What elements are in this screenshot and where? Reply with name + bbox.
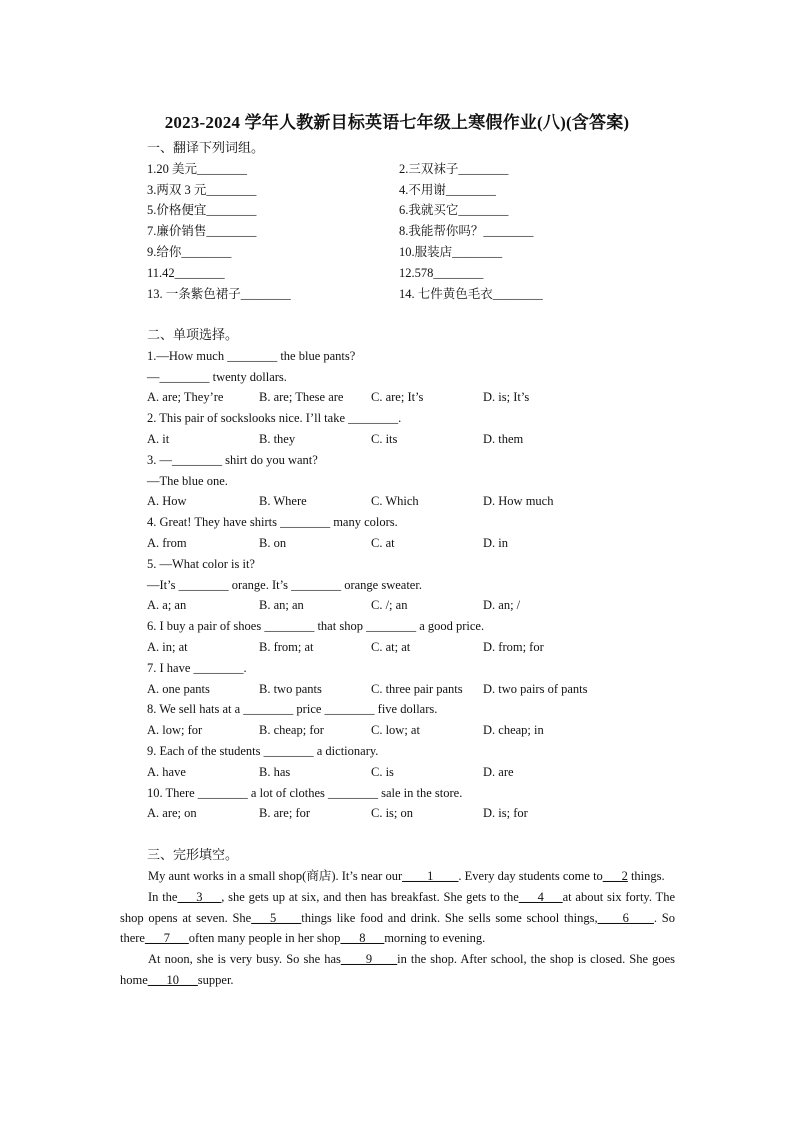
- question-item: [147, 512, 595, 554]
- question-item: [147, 699, 595, 741]
- question-item: [147, 783, 595, 825]
- blank-number[interactable]: ___8___: [340, 931, 385, 946]
- option-row: [147, 491, 595, 512]
- section-translate: [147, 138, 543, 304]
- question-stem: 3. —________ shirt do you want?: [147, 452, 318, 467]
- cloze-text: . Every day students come to: [458, 869, 603, 883]
- option-choice[interactable]: C. low; at: [371, 723, 420, 738]
- vocab-item: 11.42________: [147, 265, 225, 280]
- vocab-item: 3.两双 3 元________: [147, 182, 257, 197]
- question-item: [147, 408, 595, 450]
- vocab-item: 12.578________: [399, 265, 484, 280]
- option-choice[interactable]: D. is; It’s: [483, 390, 530, 405]
- vocab-item: 8.我能帮你吗？________: [399, 224, 534, 239]
- option-choice[interactable]: D. them: [483, 431, 524, 446]
- vocab-list: [147, 159, 543, 305]
- option-choice[interactable]: C. three pair pants: [371, 681, 463, 696]
- option-choice[interactable]: D. is; for: [483, 806, 528, 821]
- cloze-text: morning to evening.: [384, 931, 486, 946]
- option-row: [147, 429, 595, 450]
- question-stem: 7. I have ________.: [147, 660, 247, 675]
- question-item: [147, 346, 595, 408]
- vocab-row: [147, 180, 543, 201]
- page-title: 2023-2024 学年人教新目标英语七年级上寒假作业(八)(含答案): [164, 113, 630, 132]
- option-choice[interactable]: B. has: [259, 764, 291, 779]
- option-row: [147, 387, 595, 408]
- blank-number[interactable]: ___4___: [518, 889, 563, 904]
- vocab-item: 13. 一条紫色裙子________: [147, 286, 291, 301]
- option-choice[interactable]: D. in: [483, 535, 508, 550]
- option-choice[interactable]: B. cheap; for: [259, 723, 324, 738]
- option-row: [147, 720, 595, 741]
- option-choice[interactable]: A. are; They’re: [147, 390, 224, 405]
- cloze-text: things like food and drink. She sells some school things,: [301, 910, 598, 925]
- section-heading-translate: 一、翻译下列词组。: [147, 140, 265, 155]
- blank-number[interactable]: ___2: [602, 869, 628, 883]
- vocab-item: 4.不用谢________: [399, 182, 496, 197]
- option-choice[interactable]: A. in; at: [147, 639, 188, 654]
- vocab-row: [147, 159, 543, 180]
- option-choice[interactable]: A. a; an: [147, 598, 187, 613]
- option-choice[interactable]: A. one pants: [147, 681, 210, 696]
- cloze-text: In the: [148, 889, 178, 904]
- cloze-text: At noon, she is very busy. So she has: [148, 952, 341, 967]
- cloze-text: at about six forty. The shop opens at seven. She: [120, 889, 675, 925]
- option-choice[interactable]: A. How: [147, 494, 187, 509]
- vocab-item: 2.三双袜子________: [399, 161, 509, 176]
- option-choice[interactable]: B. are; These are: [259, 390, 344, 405]
- cloze-paragraph: [120, 866, 675, 887]
- option-choice[interactable]: B. are; for: [259, 806, 311, 821]
- option-choice[interactable]: D. two pairs of pants: [483, 681, 588, 696]
- option-row: [147, 679, 595, 700]
- question-stem: 10. There ________ a lot of clothes ________ sale in the store.: [147, 785, 463, 800]
- option-choice[interactable]: A. it: [147, 431, 170, 446]
- option-choice[interactable]: C. is: [371, 764, 394, 779]
- question-stem: 9. Each of the students ________ a dictionary.: [147, 743, 379, 758]
- option-choice[interactable]: A. are; on: [147, 806, 197, 821]
- question-item: [147, 450, 595, 512]
- cloze-text: often many people in her shop: [188, 931, 341, 946]
- option-choice[interactable]: C. at: [371, 535, 395, 550]
- option-choice[interactable]: C. are; It’s: [371, 390, 424, 405]
- cloze-text: . So there: [120, 910, 675, 946]
- option-choice[interactable]: D. an; /: [483, 598, 521, 613]
- vocab-item: 5.价格便宜________: [147, 203, 257, 218]
- section-heading-choice: 二、单项选择。: [147, 327, 239, 342]
- blank-number[interactable]: ___5____: [251, 910, 302, 925]
- option-row: [147, 762, 595, 783]
- question-stem: 5. —What color is it?: [147, 556, 255, 571]
- option-choice[interactable]: B. Where: [259, 494, 307, 509]
- option-choice[interactable]: D. are: [483, 764, 514, 779]
- question-stem: —________ twenty dollars.: [147, 369, 287, 384]
- vocab-item: 9.给你________: [147, 244, 232, 259]
- question-stem: 1.—How much ________ the blue pants?: [147, 348, 356, 363]
- section-choice: [147, 325, 595, 824]
- vocab-item: 6.我就买它________: [399, 203, 509, 218]
- vocab-item: 1.20 美元________: [147, 161, 248, 176]
- option-choice[interactable]: B. two pants: [259, 681, 322, 696]
- option-choice[interactable]: C. at; at: [371, 639, 411, 654]
- option-row: [147, 595, 595, 616]
- cloze-paragraph: [120, 949, 675, 991]
- blank-number[interactable]: ___10___: [147, 972, 198, 987]
- question-stem: 2. This pair of sockslooks nice. I’ll take ________.: [147, 411, 402, 426]
- blank-number[interactable]: ____6____: [597, 910, 654, 925]
- question-stem: 8. We sell hats at a ________ price ________ five dollars.: [147, 702, 438, 717]
- question-item: [147, 616, 595, 658]
- cloze-text: things.: [627, 869, 665, 883]
- option-choice[interactable]: B. on: [259, 535, 287, 550]
- cloze-paragraph: [120, 887, 675, 949]
- blank-number[interactable]: ___7___: [144, 931, 189, 946]
- cloze-text: My aunt works in a small shop(商店). It’s near our: [148, 869, 403, 883]
- option-choice[interactable]: D. from; for: [483, 639, 544, 654]
- question-stem: —It’s ________ orange. It’s ________ orange sweater.: [147, 577, 422, 592]
- question-stem: 6. I buy a pair of shoes ________ that shop ________ a good price.: [147, 619, 485, 634]
- option-choice[interactable]: C. /; an: [371, 598, 408, 613]
- option-row: [147, 637, 595, 658]
- question-stem: 4. Great! They have shirts ________ many colors.: [147, 515, 398, 530]
- vocab-item: 10.服装店________: [399, 244, 503, 259]
- option-choice[interactable]: D. How much: [483, 494, 554, 509]
- cloze-passage: [120, 866, 675, 991]
- vocab-row: [147, 284, 543, 305]
- option-choice[interactable]: A. from: [147, 535, 187, 550]
- vocab-item: 7.廉价销售________: [147, 224, 257, 239]
- blank-number[interactable]: ____1____: [402, 869, 459, 883]
- vocab-row: [147, 263, 543, 284]
- question-stem: —The blue one.: [147, 473, 228, 488]
- vocab-row: [147, 200, 543, 221]
- cloze-text: , she gets up at six, and then has breakfast. She gets to the: [221, 889, 519, 904]
- option-choice[interactable]: C. its: [371, 431, 398, 446]
- option-choice[interactable]: C. is; on: [371, 806, 414, 821]
- option-choice[interactable]: B. they: [259, 431, 296, 446]
- cloze-text: in the shop. After school, the shop is closed. She goes home: [120, 952, 676, 987]
- question-item: [147, 658, 595, 700]
- option-choice[interactable]: B. an; an: [259, 598, 304, 613]
- option-choice[interactable]: A. low; for: [147, 723, 203, 738]
- option-choice[interactable]: B. from; at: [259, 639, 314, 654]
- cloze-text: supper.: [197, 972, 234, 987]
- option-choice[interactable]: D. cheap; in: [483, 723, 544, 738]
- vocab-item: 14. 七件黄色毛衣________: [399, 286, 543, 301]
- question-item: [147, 741, 595, 783]
- blank-number[interactable]: ___3___: [177, 889, 222, 904]
- vocab-row: [147, 221, 543, 242]
- question-item: [147, 554, 595, 616]
- option-choice[interactable]: A. have: [147, 764, 186, 779]
- option-row: [147, 803, 595, 824]
- section-heading-cloze: 三、完形填空。: [147, 847, 239, 862]
- section-cloze-heading-wrap: [147, 845, 238, 866]
- option-row: [147, 533, 595, 554]
- question-list: [147, 346, 595, 824]
- vocab-row: [147, 242, 543, 263]
- option-choice[interactable]: C. Which: [371, 494, 419, 509]
- blank-number[interactable]: ____9____: [340, 952, 398, 967]
